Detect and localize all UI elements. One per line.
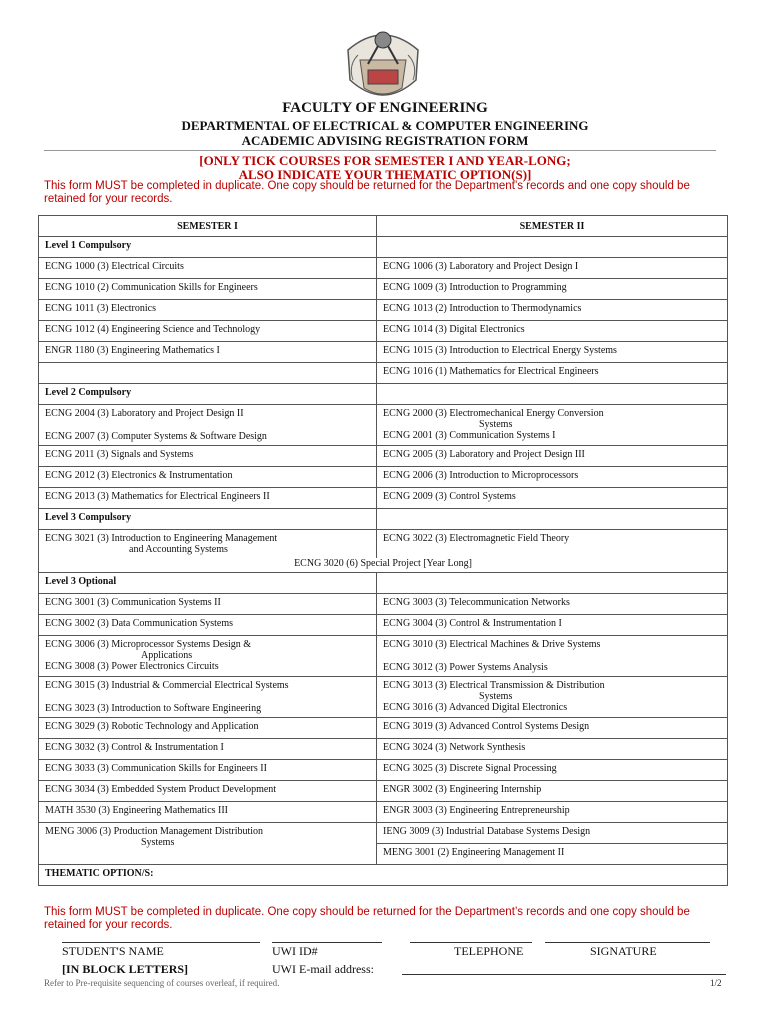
- course-cell[interactable]: ECNG 2005 (3) Laboratory and Project Design III: [377, 446, 728, 467]
- name-line[interactable]: [62, 942, 260, 943]
- email-line[interactable]: [402, 974, 726, 975]
- course-cell[interactable]: [39, 636, 377, 677]
- signature-label: SIGNATURE: [590, 944, 657, 958]
- course-text: and Accounting Systems: [129, 544, 228, 555]
- course-cell[interactable]: ECNG 2011 (3) Signals and Systems: [39, 446, 377, 467]
- course-cell[interactable]: ECNG 1006 (3) Laboratory and Project Design I: [377, 258, 728, 279]
- form-title: ACADEMIC ADVISING REGISTRATION FORM: [241, 133, 529, 148]
- course-text: ECNG 3010 (3) Electrical Machines & Drive Systems: [383, 639, 601, 650]
- course-text: MENG 3006 (3) Production Management Distribution: [45, 826, 264, 837]
- thematic-options-field[interactable]: THEMATIC OPTION/S:: [39, 865, 728, 886]
- course-cell[interactable]: [39, 530, 377, 559]
- course-cell[interactable]: [39, 677, 377, 718]
- course-text: Systems: [141, 837, 175, 848]
- course-cell[interactable]: ECNG 1013 (2) Introduction to Thermodynamics: [377, 300, 728, 321]
- department-title: DEPARTMENTAL OF ELECTRICAL & COMPUTER ENGINEERING: [181, 118, 589, 133]
- course-cell[interactable]: ECNG 2006 (3) Introduction to Microprocessors: [377, 467, 728, 488]
- block-letters-label: [IN BLOCK LETTERS]: [62, 962, 189, 976]
- divider: [44, 150, 716, 151]
- course-cell[interactable]: MENG 3001 (2) Engineering Management II: [377, 844, 728, 865]
- course-cell[interactable]: ECNG 2013 (3) Mathematics for Electrical Engineers II: [39, 488, 377, 509]
- course-cell[interactable]: ECNG 3003 (3) Telecommunication Networks: [377, 594, 728, 615]
- course-text: ECNG 2007 (3) Computer Systems & Software Design: [45, 431, 267, 442]
- empty-cell[interactable]: [377, 237, 728, 258]
- year-long-course[interactable]: ECNG 3020 (6) Special Project [Year Long]: [39, 558, 728, 573]
- course-text: Applications: [141, 650, 193, 661]
- course-cell[interactable]: ECNG 3029 (3) Robotic Technology and Application: [39, 718, 377, 739]
- course-text: ECNG 2004 (3) Laboratory and Project Design II: [45, 408, 244, 419]
- empty-cell[interactable]: [377, 573, 728, 594]
- col-semester-1: SEMESTER I: [39, 216, 377, 237]
- course-text: ECNG 3008 (3) Power Electronics Circuits: [45, 661, 219, 672]
- course-text: ECNG 3013 (3) Electrical Transmission & Distribution: [383, 680, 605, 691]
- uwi-id-line[interactable]: [272, 942, 382, 943]
- course-table: [38, 215, 728, 886]
- telephone-line[interactable]: [410, 942, 532, 943]
- course-cell[interactable]: ECNG 3019 (3) Advanced Control Systems Design: [377, 718, 728, 739]
- course-cell[interactable]: [39, 405, 377, 446]
- course-cell[interactable]: ECNG 3002 (3) Data Communication Systems: [39, 615, 377, 636]
- course-text: Systems: [479, 691, 513, 702]
- course-cell[interactable]: ECNG 3032 (3) Control & Instrumentation I: [39, 739, 377, 760]
- course-text: ECNG 3016 (3) Advanced Digital Electronics: [383, 702, 568, 713]
- course-cell[interactable]: ECNG 2012 (3) Electronics & Instrumentation: [39, 467, 377, 488]
- course-cell[interactable]: ECNG 3022 (3) Electromagnetic Field Theory: [377, 530, 728, 559]
- course-cell[interactable]: [377, 677, 728, 718]
- course-text: ECNG 3021 (3) Introduction to Engineering Management: [45, 533, 278, 544]
- telephone-label: TELEPHONE: [454, 944, 524, 958]
- course-cell[interactable]: ECNG 3024 (3) Network Synthesis: [377, 739, 728, 760]
- page-number: 1/2: [710, 978, 722, 988]
- course-text: ECNG 2000 (3) Electromechanical Energy Conversion: [383, 408, 604, 419]
- course-cell[interactable]: ECNG 1011 (3) Electronics: [39, 300, 377, 321]
- course-cell[interactable]: [39, 363, 377, 384]
- course-text: ECNG 3023 (3) Introduction to Software Engineering: [45, 703, 262, 714]
- course-cell[interactable]: ECNG 3025 (3) Discrete Signal Processing: [377, 760, 728, 781]
- course-cell[interactable]: [377, 636, 728, 677]
- prereq-note: Refer to Pre-requisite sequencing of courses overleaf, if required.: [44, 978, 280, 988]
- course-cell[interactable]: [377, 405, 728, 446]
- course-cell[interactable]: ECNG 1014 (3) Digital Electronics: [377, 321, 728, 342]
- course-cell[interactable]: ECNG 3033 (3) Communication Skills for Engineers II: [39, 760, 377, 781]
- duplicate-note-top: This form MUST be completed in duplicate. One copy should be returned for the Department’s records and one copy should be retained for your records.: [44, 180, 690, 205]
- instruction-line-2: ALSO INDICATE YOUR THEMATIC OPTION(S)]: [238, 167, 532, 182]
- signature-line[interactable]: [545, 942, 710, 943]
- course-cell[interactable]: MATH 3530 (3) Engineering Mathematics III: [39, 802, 377, 823]
- empty-cell[interactable]: [377, 384, 728, 405]
- course-text: Systems: [479, 419, 513, 430]
- course-cell[interactable]: ENGR 3003 (3) Engineering Entrepreneurship: [377, 802, 728, 823]
- course-cell[interactable]: ECNG 3034 (3) Embedded System Product Development: [39, 781, 377, 802]
- faculty-title: FACULTY OF ENGINEERING: [282, 100, 488, 116]
- course-cell[interactable]: ECNG 3004 (3) Control & Instrumentation I: [377, 615, 728, 636]
- course-cell[interactable]: IENG 3009 (3) Industrial Database Systems Design: [377, 823, 728, 844]
- course-cell[interactable]: ENGR 1180 (3) Engineering Mathematics I: [39, 342, 377, 363]
- course-text: ECNG 3006 (3) Microprocessor Systems Design &: [45, 639, 252, 650]
- course-text: ECNG 3015 (3) Industrial & Commercial Electrical Systems: [45, 680, 289, 691]
- course-cell[interactable]: ECNG 3001 (3) Communication Systems II: [39, 594, 377, 615]
- level-heading: Level 3 Optional: [39, 573, 377, 594]
- duplicate-note-bottom: This form MUST be completed in duplicate. One copy should be returned for the Department’s records and one copy should be retained for your records.: [44, 906, 690, 931]
- col-semester-2: SEMESTER II: [377, 216, 728, 237]
- course-cell[interactable]: ECNG 1000 (3) Electrical Circuits: [39, 258, 377, 279]
- course-cell[interactable]: [39, 823, 377, 865]
- instruction-line-1: [ONLY TICK COURSES FOR SEMESTER I AND YEAR-LONG;: [199, 153, 571, 168]
- university-crest-logo: [338, 20, 428, 108]
- student-name-label: STUDENT'S NAME: [62, 944, 164, 958]
- uwi-id-label: UWI ID#: [272, 944, 318, 958]
- level-heading: Level 2 Compulsory: [39, 384, 377, 405]
- level-heading: Level 3 Compulsory: [39, 509, 377, 530]
- course-cell[interactable]: ECNG 2009 (3) Control Systems: [377, 488, 728, 509]
- course-cell[interactable]: ECNG 1016 (1) Mathematics for Electrical Engineers: [377, 363, 728, 384]
- course-cell[interactable]: ECNG 1012 (4) Engineering Science and Technology: [39, 321, 377, 342]
- course-cell[interactable]: ECNG 1009 (3) Introduction to Programming: [377, 279, 728, 300]
- empty-cell[interactable]: [377, 509, 728, 530]
- course-text: ECNG 2001 (3) Communication Systems I: [383, 430, 556, 441]
- course-cell[interactable]: ENGR 3002 (3) Engineering Internship: [377, 781, 728, 802]
- level-heading: Level 1 Compulsory: [39, 237, 377, 258]
- course-cell[interactable]: ECNG 1010 (2) Communication Skills for Engineers: [39, 279, 377, 300]
- course-cell[interactable]: ECNG 1015 (3) Introduction to Electrical Energy Systems: [377, 342, 728, 363]
- course-text: ECNG 3012 (3) Power Systems Analysis: [383, 662, 548, 673]
- email-label: UWI E-mail address:: [272, 962, 374, 976]
